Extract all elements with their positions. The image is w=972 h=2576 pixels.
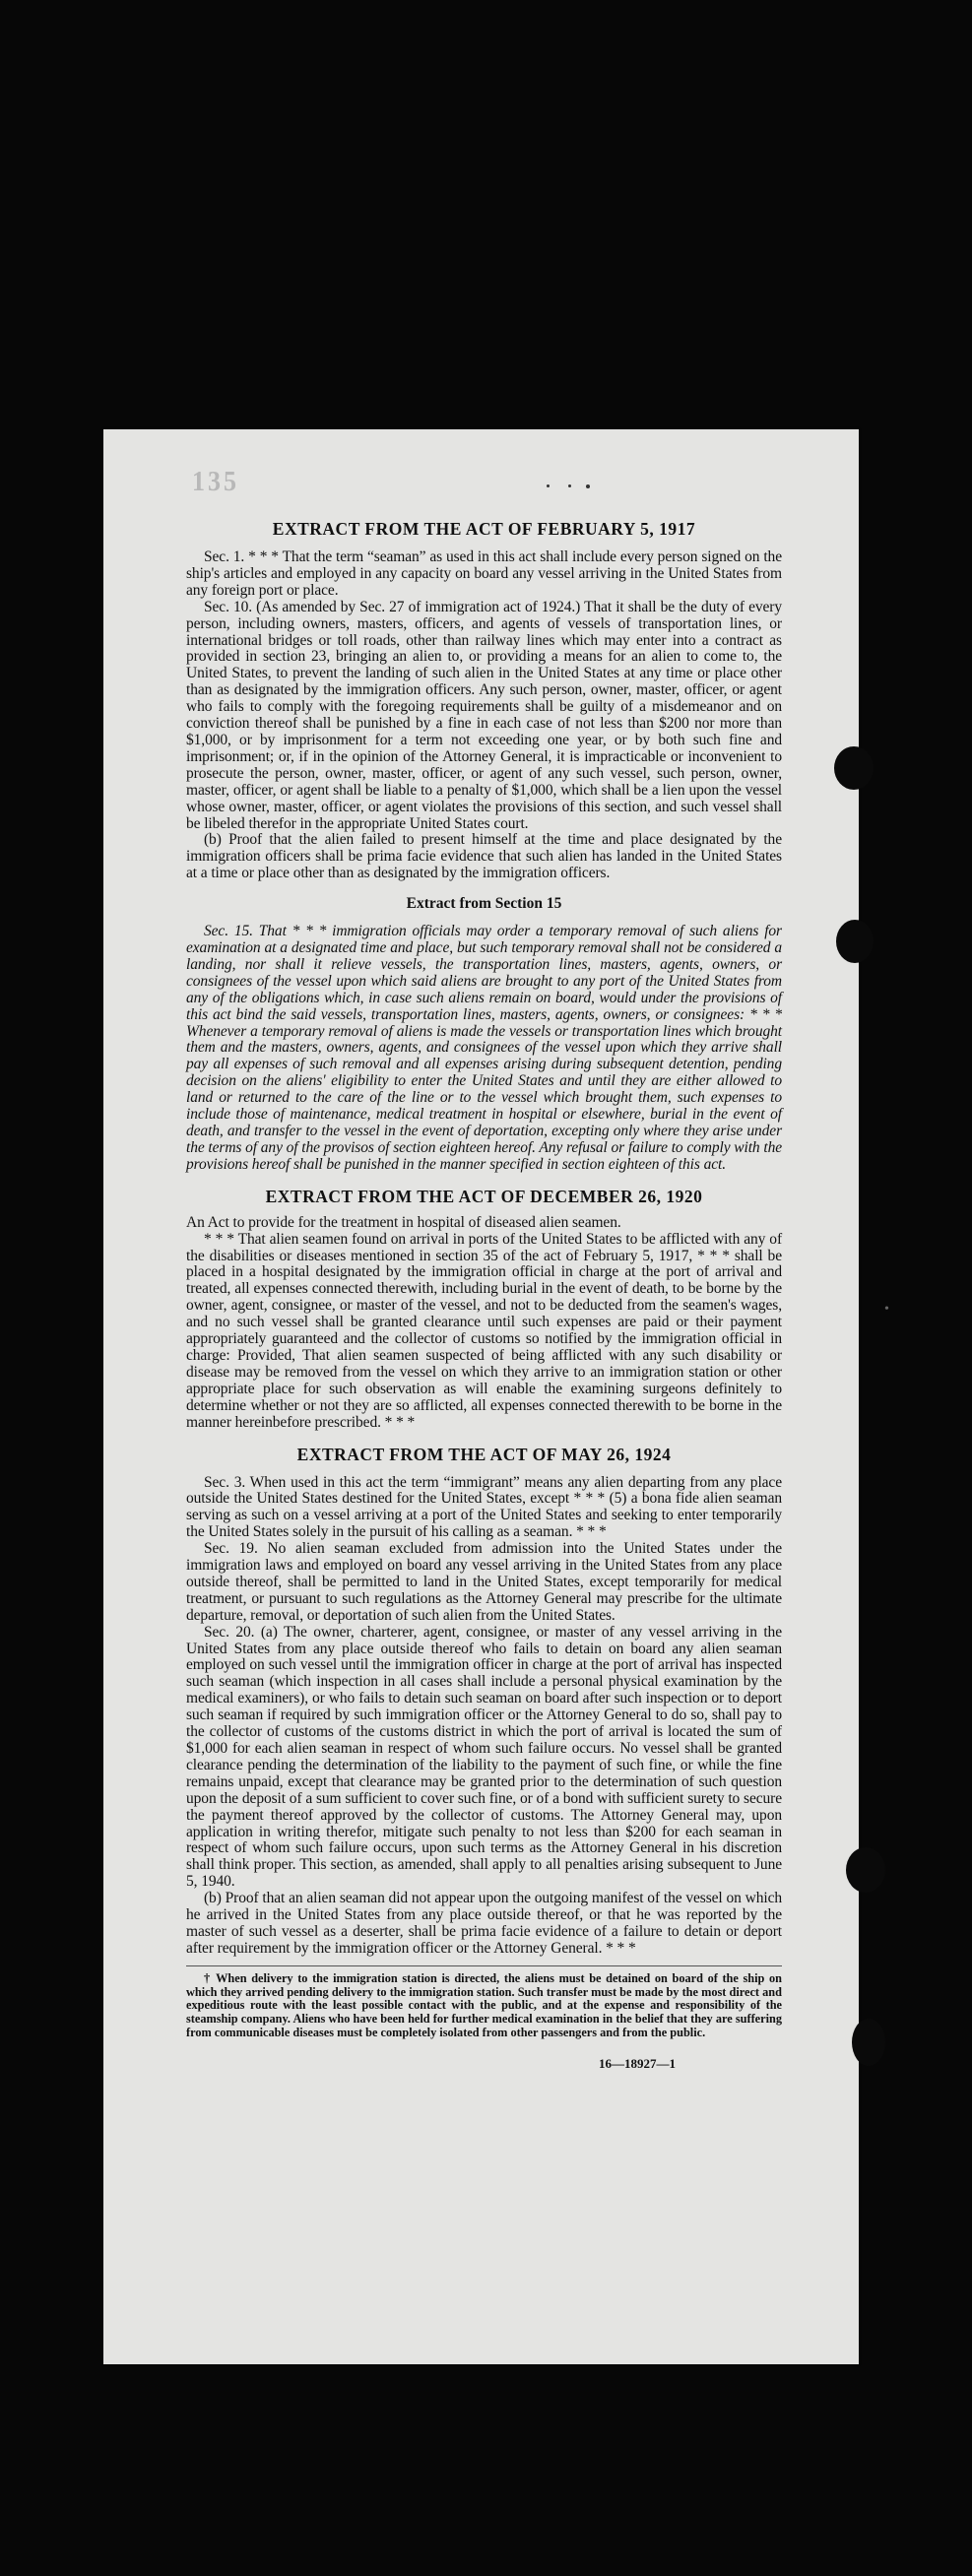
edge-speck: • [884, 1302, 889, 1317]
footnote: † When delivery to the immigration station is directed, the aliens must be detained on board of the ship on which they arrived pending delivery to the immigration station. Such transfer must be made by the most direct and expeditious route with the least possible contact with the public, and at the expense and responsibility of the steamship company. Aliens who have been held for further medical examination in the belief that they are suffering from communicable diseases must be completely isolated from other passengers and from the public. [186, 1970, 782, 2039]
form-number: 16—18927—1 [599, 2055, 676, 2071]
punch-hole-3 [846, 1847, 885, 1893]
paragraph-1920-intro: An Act to provide for the treatment in hospital of diseased alien seamen. [186, 1213, 621, 1231]
document-page [103, 429, 859, 2364]
heading-act-1924: EXTRACT FROM THE ACT OF MAY 26, 1924 [296, 1444, 672, 1464]
punch-hole-4 [852, 2019, 885, 2066]
paragraph-section-3: Sec. 3. When used in this act the term “immigrant” means any alien departing from any place outside the United States destined for the United States, except * * * (5) a bona fide alien seaman serving as such on a vessel arriving at a port of the United States and seeking to enter temporarily the United States solely in the pursuit of his calling as a seaman. * * * [186, 1473, 782, 1541]
paragraph-section-19: Sec. 19. No alien seaman excluded from admission into the United States under the immigration laws and employed on board any vessel arriving in the United States from any place outside thereof, shall be permitted to land in the United States, except temporarily for medical treatment, or pursuant to such regulations as the Attorney General may prescribe for the ultimate departure, removal, or deportation of such alien from the United States. [186, 1540, 782, 1624]
specks-top [547, 484, 635, 494]
heading-act-1920: EXTRACT FROM THE ACT OF DECEMBER 26, 1920 [265, 1186, 703, 1206]
paragraph-section-20: Sec. 20. (a) The owner, charterer, agent, consignee, or master of any vessel arriving in the United States from any place outside thereof who fails to detain on board any alien seaman employed on such vessel until the immigration officer in charge at the port of arrival has inspected such seaman (which inspection in all cases shall include a personal physical examination by the medical examiners), or who fails to detain such seaman on board after such inspection or to deport such seaman if required by such immigration officer or the Attorney General to do so, shall pay to the collector of customs of the customs district in which the port of arrival is located the sum of $1,000 for each alien seaman in respect of whom such failure occurs. No vessel shall be granted clearance pending the determination of the liability to the payment of such fine, or while the fine remains unpaid, except that clearance may be granted prior to the determination of such question upon the deposit of a sum sufficient to cover such fine, or of a bond with sufficient surety to secure the payment thereof approved by the collector of customs. The Attorney General may, upon application in writing therefor, mitigate such penalty to not less than $200 for each seaman in respect of whom such failure occurs, upon such terms as the Attorney General in his discretion shall think proper. This section, as amended, shall apply to all penalties arising subsequent to June 5, 1940. [186, 1623, 782, 1891]
footnote-divider [186, 1965, 782, 1966]
paragraph-section-1: Sec. 1. * * * That the term “seaman” as used in this act shall include every person signed on the ship's articles and employed in any capacity on board any vessel arriving in the United States from any foreign port or place. [186, 548, 782, 599]
document-content [186, 518, 782, 2072]
paragraph-section-15: Sec. 15. That * * * immigration officials may order a temporary removal of such aliens for examination at a designated time and place, but such temporary removal shall not be considered a landing, nor shall it relieve vessels, the transportation lines, masters, agents, owners, or consignees of the vessel upon which said aliens are brought to any port of the United States from any of the obligations which, in case such aliens remain on board, would under the provisions of this act bind the said vessels, transportation lines, masters, agents, owners, or consignees: * * * Whenever a temporary removal of aliens is made the vessels or transportation lines which brought them and the masters, owners, agents, and consignees of the vessel upon which they arrive shall pay all expenses of such removal and all expenses arising during subsequent detention, pending decision on the aliens' eligibility to enter the United States and until they are either allowed to land or returned to the care of the line or to the vessel which brought them, such expenses to include those of maintenance, medical treatment in hospital or elsewhere, burial in the event of death, and transfer to the vessel in the event of deportation, excepting only where they arise under the terms of any of the provisos of section eighteen hereof. Any refusal or failure to comply with the provisions hereof shall be punished in the manner specified in section eighteen of this act. [186, 923, 782, 1173]
heading-act-1917: EXTRACT FROM THE ACT OF FEBRUARY 5, 1917 [272, 519, 696, 539]
punch-hole-2 [836, 920, 874, 963]
subheading-section-15: Extract from Section 15 [406, 895, 562, 913]
punch-hole-1 [834, 746, 874, 790]
paragraph-section-10: Sec. 10. (As amended by Sec. 27 of immigration act of 1924.) That it shall be the duty of every person, including owners, masters, officers, and agents of vessels of transportation lines, or international bridges or toll roads, other than railway lines which may enter into a contract as provided in section 23, bringing an alien to, or providing a means for an alien to come to, the United States, to prevent the landing of such alien in the United States at any time or place other than as designated by the immigration officers. Any such person, owner, master, officer, or agent who fails to comply with the foregoing requirements shall be guilty of a misdemeanor and on conviction thereof shall be punished by a fine in each case of not less than $200 nor more than $1,000, or by imprisonment for a term not exceeding one year, or by both such fine and imprisonment; or, if in the opinion of the Attorney General, it is impracticable or inconvenient to prosecute the person, owner, master, officer, or agent of any such vessel, such person, owner, master, officer, or agent shall be liable to a penalty of $1,000, which shall be a lien upon the vessel whose owner, master, officer, or agent violates the provisions of this section, and such vessel shall be libeled therefor in the appropriate United States court. [186, 598, 782, 832]
faint-stamp-number: 135 [192, 465, 239, 497]
paragraph-1920-body: * * * That alien seamen found on arrival in ports of the United States to be afflicted with any of the disabilities or diseases mentioned in section 35 of the act of February 5, 1917, * * * shall be placed in a hospital designated by the immigration official in charge at the port of arrival and treated, all expenses connected therewith, including burial in the event of death, to be borne by the owner, agent, consignee, or master of the vessel, and not to be deducted from the seamen's wages, and no such vessel shall be granted clearance until such expenses are paid or their payment appropriately guaranteed and the collector of customs so notified by the immigration official in charge: Provided, That alien seamen suspected of being afflicted with any such disability or disease may be removed from the vessel on which they arrive to an immigration station or other appropriate place for such observation as will enable the examining surgeons definitely to determine whether or not they are so afflicted, all expenses connected therewith to be borne in the manner hereinbefore prescribed. * * * [186, 1230, 782, 1431]
paragraph-section-10b: (b) Proof that the alien failed to present himself at the time and place designated by the immigration officers shall be prima facie evidence that such alien has landed in the United States at a time or place other than as designated by the immigration officers. [186, 831, 782, 882]
paragraph-section-20b: (b) Proof that an alien seaman did not appear upon the outgoing manifest of the vessel on which he arrived in the United States from any place outside thereof, or that he was reported by the master of such vessel as a deserter, shall be prima facie evidence of a failure to detain or deport after requirement by the immigration officer or the Attorney General. * * * [186, 1890, 782, 1957]
